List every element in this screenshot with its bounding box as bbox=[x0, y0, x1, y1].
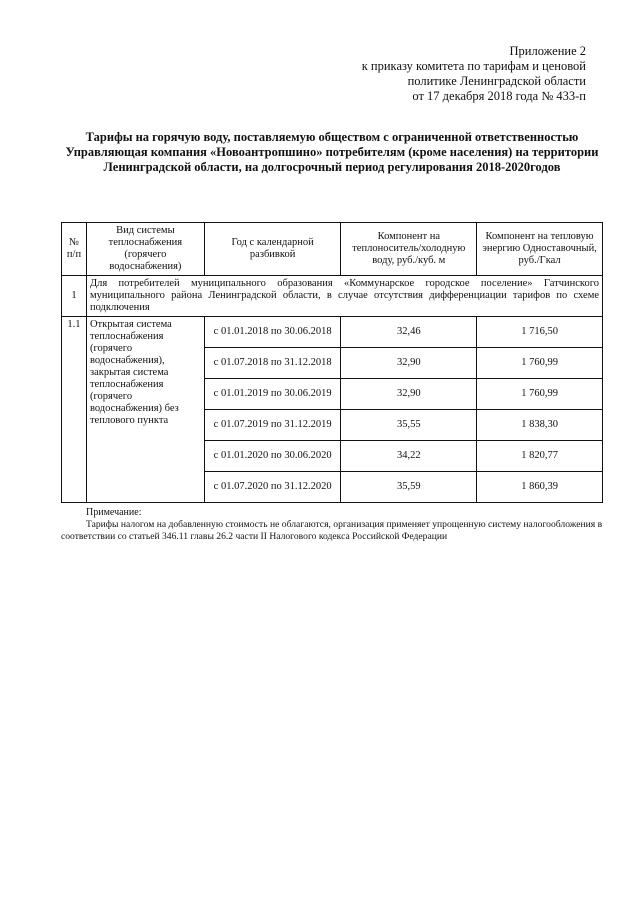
appendix-committee-line: политике Ленинградской области bbox=[407, 74, 586, 88]
period-cell: с 01.07.2020 по 31.12.2020 bbox=[204, 472, 341, 503]
heat-component-cell: 1 838,30 bbox=[477, 410, 603, 441]
heat-component-cell: 1 820,77 bbox=[477, 441, 603, 472]
item-num: 1.1 bbox=[62, 317, 87, 503]
header-water-component: Компонент на теплоноситель/холодную воду, руб./куб. м bbox=[341, 223, 477, 276]
heat-component-cell: 1 760,99 bbox=[477, 348, 603, 379]
appendix-block bbox=[330, 44, 586, 104]
header-num: № п/п bbox=[62, 223, 87, 276]
appendix-title: Приложение 2 bbox=[509, 44, 586, 58]
header-system: Вид системы теплоснабжения (горячего водоснабжения) bbox=[86, 223, 204, 276]
heat-component-cell: 1 760,99 bbox=[477, 379, 603, 410]
heat-component-cell: 1 860,39 bbox=[477, 472, 603, 503]
water-component-cell: 32,90 bbox=[341, 348, 477, 379]
table-header-row bbox=[62, 223, 603, 276]
water-component-cell: 32,90 bbox=[341, 379, 477, 410]
appendix-date-line: от 17 декабря 2018 года № 433-п bbox=[412, 89, 586, 103]
header-heat-component: Компонент на тепловую энергию Одноставочный, руб./Гкал bbox=[477, 223, 603, 276]
tariff-table bbox=[61, 222, 603, 503]
document-title: Тарифы на горячую воду, поставляемую обществом с ограниченной ответственностью Управляющая компания «Новоантропшино» потребителям (кроме населения) на территории Ленинградской области, на долгосрочный период регулирования 2018-2020годов bbox=[65, 130, 599, 174]
heat-component-cell: 1 716,50 bbox=[477, 317, 603, 348]
group-description: Для потребителей муниципального образования «Коммунарское городское поселение» Гатчинского муниципального района Ленинградской области, в случае отсутствия дифференциации тарифов по схеме подключения bbox=[86, 276, 602, 317]
water-component-cell: 34,22 bbox=[341, 441, 477, 472]
period-cell: с 01.01.2018 по 30.06.2018 bbox=[204, 317, 341, 348]
table-row bbox=[62, 317, 603, 348]
period-cell: с 01.07.2019 по 31.12.2019 bbox=[204, 410, 341, 441]
group-num: 1 bbox=[62, 276, 87, 317]
item-system: Открытая система теплоснабжения (горячего водоснабжения), закрытая система теплоснабжения (горячего водоснабжения) без теплового пункта bbox=[86, 317, 204, 503]
period-cell: с 01.07.2018 по 31.12.2018 bbox=[204, 348, 341, 379]
water-component-cell: 32,46 bbox=[341, 317, 477, 348]
water-component-cell: 35,59 bbox=[341, 472, 477, 503]
group-row bbox=[62, 276, 603, 317]
note-text: Тарифы налогом на добавленную стоимость не облагаются, организация применяет упрощенную систему налогообложения в соответствии со статьей 346.11 главы 26.2 части II Налогового кодекса Российской Федерации bbox=[61, 519, 603, 542]
note-heading: Примечание: bbox=[86, 507, 142, 518]
period-cell: с 01.01.2019 по 30.06.2019 bbox=[204, 379, 341, 410]
appendix-order-line: к приказу комитета по тарифам и ценовой bbox=[361, 59, 586, 73]
header-period: Год с календарной разбивкой bbox=[204, 223, 341, 276]
period-cell: с 01.01.2020 по 30.06.2020 bbox=[204, 441, 341, 472]
water-component-cell: 35,55 bbox=[341, 410, 477, 441]
